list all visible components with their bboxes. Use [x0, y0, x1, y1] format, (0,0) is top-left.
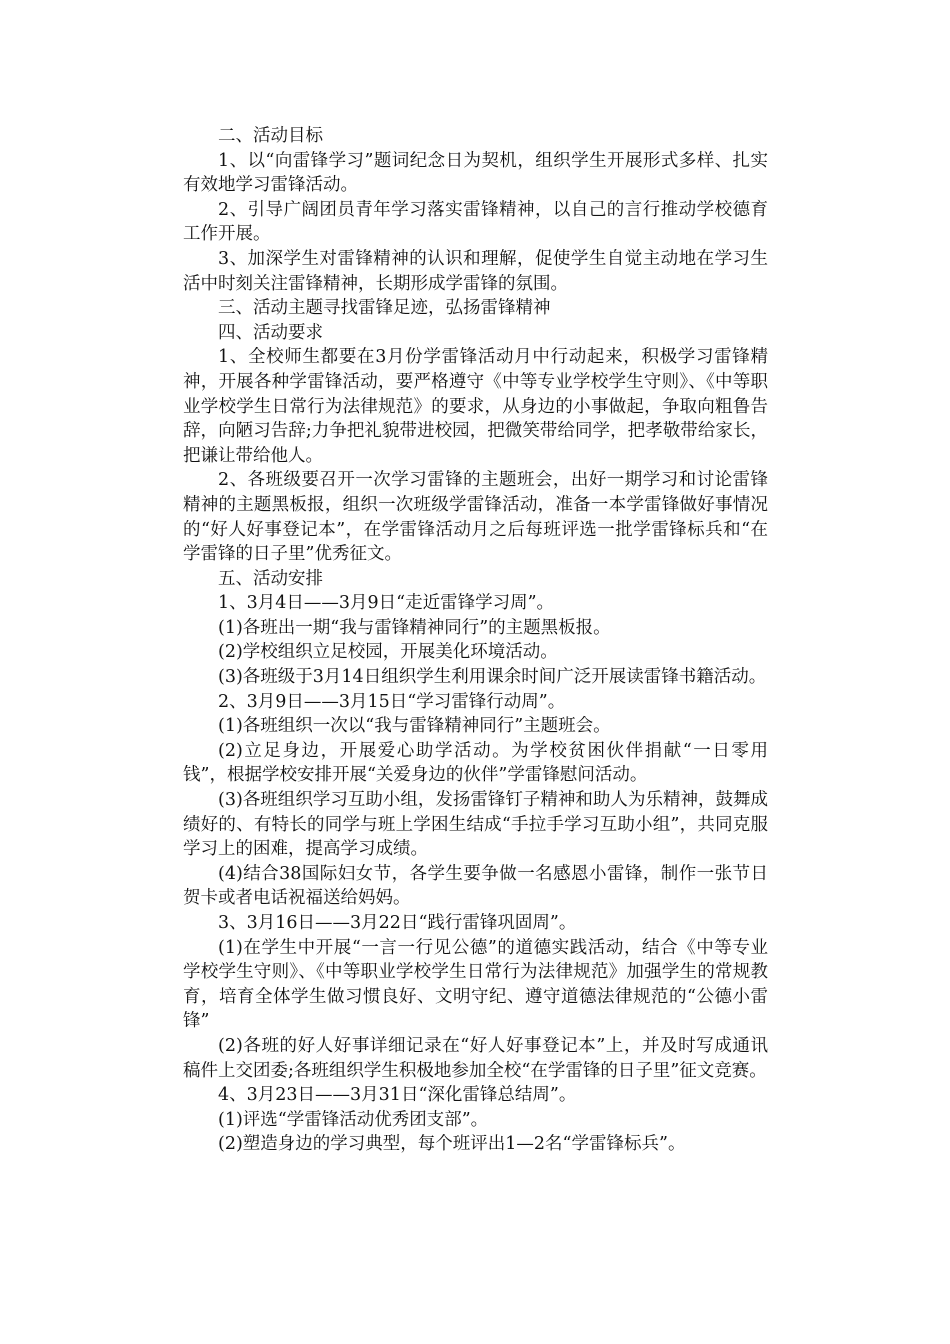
schedule-week-3-item-1: (1)在学生中开展“一言一行见公德”的道德实践活动，结合《中等专业学校学生守则》、《中等职业学校学生日常行为法律规范》加强学生的常规教育，培育全体学生做习惯良好、文明守纪、遵守道德法律规范的“公德小雷锋” — [183, 937, 768, 1032]
schedule-week-2-item-1: (1)各班组织一次以“我与雷锋精神同行”主题班会。 — [218, 716, 611, 737]
section-heading-requirements: 四、活动要求 — [218, 322, 323, 343]
schedule-week-4-item-2: (2)塑造身边的学习典型，每个班评出1—2名“学雷锋标兵”。 — [218, 1134, 686, 1155]
schedule-week-1-item-1: (1)各班出一期“我与雷锋精神同行”的主题黑板报。 — [218, 617, 611, 638]
schedule-week-2: 2、3月9日——3月15日“学习雷锋行动周”。 — [218, 691, 566, 712]
schedule-week-2-item-2: (2)立足身边，开展爱心助学活动。为学校贫困伙伴捐献“一日零用钱”，根据学校安排开展“关爱身边的伙伴”学雷锋慰问活动。 — [183, 740, 768, 786]
goal-item-3: 3、加深学生对雷锋精神的认识和理解，促使学生自觉主动地在学习生活中时刻关注雷锋精神，长期形成学雷锋的氛围。 — [183, 248, 768, 294]
schedule-week-4: 4、3月23日——3月31日“深化雷锋总结周”。 — [218, 1085, 577, 1106]
schedule-week-1-item-3: (3)各班级于3月14日组织学生利用课余时间广泛开展读雷锋书籍活动。 — [218, 667, 767, 688]
goal-item-2: 2、引导广阔团员青年学习落实雷锋精神，以自己的言行推动学校德育工作开展。 — [183, 199, 768, 245]
goal-item-1: 1、以“向雷锋学习”题词纪念日为契机，组织学生开展形式多样、扎实有效地学习雷锋活动。 — [183, 150, 768, 196]
section-heading-goals: 二、活动目标 — [218, 126, 323, 146]
schedule-week-1-item-2: (2)学校组织立足校园，开展美化环境活动。 — [218, 642, 558, 663]
document-body — [183, 124, 768, 1157]
schedule-week-1: 1、3月4日——3月9日“走近雷锋学习周”。 — [218, 593, 555, 614]
requirement-item-1: 1、全校师生都要在3月份学雷锋活动月中行动起来，积极学习雷锋精神，开展各种学雷锋活动，要严格遵守《中等专业学校学生守则》、《中等职业学校学生日常行为法律规范》的要求，从身边的小事做起，争取向粗鲁告辞，向陋习告辞;力争把礼貌带进校园，把微笑带给同学，把孝敬带给家长，把谦让带给他人。 — [183, 347, 768, 466]
schedule-week-2-item-3: (3)各班组织学习互助小组，发扬雷锋钉子精神和助人为乐精神，鼓舞成绩好的、有特长的同学与班上学困生结成“手拉手学习互助小组”，共同克服学习上的困难，提高学习成绩。 — [183, 790, 768, 860]
schedule-week-3: 3、3月16日——3月22日“践行雷锋巩固周”。 — [218, 913, 577, 933]
schedule-week-3-item-2: (2)各班的好人好事详细记录在“好人好事登记本”上，并及时写成通讯稿件上交团委;各班组织学生积极地参加全校“在学雷锋的日子里”征文竞赛。 — [183, 1035, 768, 1081]
section-heading-schedule: 五、活动安排 — [218, 568, 323, 589]
section-heading-theme: 三、活动主题寻找雷锋足迹，弘扬雷锋精神 — [218, 298, 551, 319]
requirement-item-2: 2、各班级要召开一次学习雷锋的主题班会，出好一期学习和讨论雷锋精神的主题黑板报，组织一次班级学雷锋活动，准备一本学雷锋做好事情况的“好人好事登记本”，在学雷锋活动月之后每班评选一批学雷锋标兵和“在学雷锋的日子里”优秀征文。 — [183, 470, 768, 565]
schedule-week-4-item-1: (1)评选“学雷锋活动优秀团支部”。 — [218, 1109, 489, 1130]
schedule-week-2-item-4: (4)结合38国际妇女节，各学生要争做一名感恩小雷锋，制作一张节日贺卡或者电话祝福送给妈妈。 — [183, 863, 768, 909]
